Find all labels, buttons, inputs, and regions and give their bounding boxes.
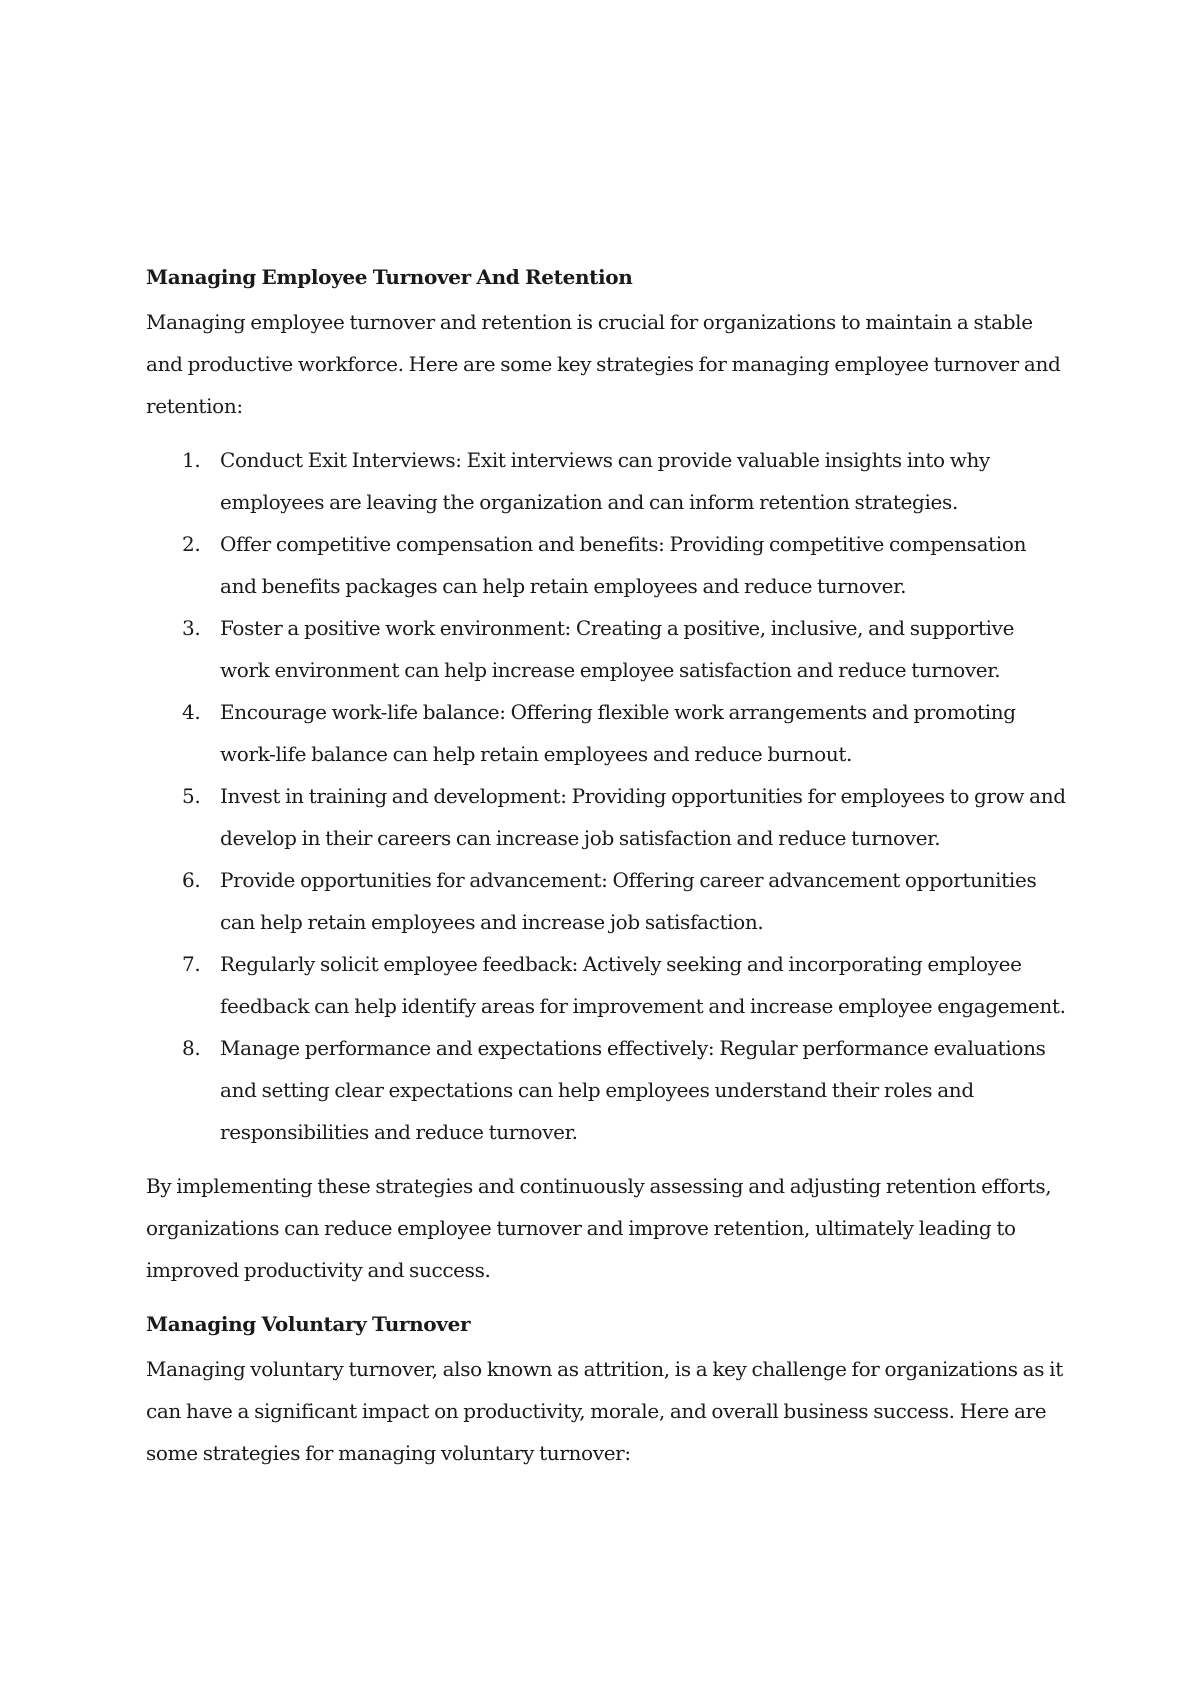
strategy-list	[146, 439, 1066, 1153]
list-number: 7.	[182, 952, 201, 976]
list-item-text: Offer competitive compensation and benefits: Providing competitive compensation and benefits packages can help retain employees and reduce turnover.	[220, 532, 1027, 598]
list-item	[146, 859, 1066, 943]
list-item	[146, 1027, 1066, 1153]
conclusion-paragraph: By implementing these strategies and continuously assessing and adjusting retention efforts, organizations can reduce employee turnover and improve retention, ultimately leading to improved productivity and success.	[146, 1174, 1052, 1282]
section-heading: Managing Voluntary Turnover	[146, 1312, 471, 1336]
list-item-text: Invest in training and development: Providing opportunities for employees to grow and develop in their careers can increase job satisfaction and reduce turnover.	[220, 784, 1066, 850]
list-number: 6.	[182, 868, 201, 892]
list-item-text: Regularly solicit employee feedback: Actively seeking and incorporating employee feedback can help identify areas for improvement and increase employee engagement.	[220, 952, 1066, 1018]
intro-paragraph: Managing voluntary turnover, also known as attrition, is a key challenge for organizations as it can have a significant impact on productivity, morale, and overall business success. Here are some strategies for managing voluntary turnover:	[146, 1357, 1063, 1465]
list-item-text: Foster a positive work environment: Creating a positive, inclusive, and supportive work environment can help increase employee satisfaction and reduce turnover.	[220, 616, 1015, 682]
list-item	[146, 775, 1066, 859]
section-heading: Managing Employee Turnover And Retention	[146, 265, 633, 289]
list-item-text: Manage performance and expectations effectively: Regular performance evaluations and setting clear expectations can help employees understand their roles and responsibilities and reduce turnover.	[220, 1036, 1046, 1144]
document-page	[146, 262, 1066, 1474]
list-number: 2.	[182, 532, 201, 556]
list-item-text: Encourage work-life balance: Offering flexible work arrangements and promoting work-life balance can help retain employees and reduce burnout.	[220, 700, 1016, 766]
list-number: 3.	[182, 616, 201, 640]
list-number: 1.	[182, 448, 201, 472]
list-item	[146, 691, 1066, 775]
list-item	[146, 439, 1066, 523]
list-item	[146, 523, 1066, 607]
list-number: 8.	[182, 1036, 201, 1060]
list-number: 5.	[182, 784, 201, 808]
list-item-text: Conduct Exit Interviews: Exit interviews can provide valuable insights into why employees are leaving the organization and can inform retention strategies.	[220, 448, 990, 514]
intro-paragraph: Managing employee turnover and retention is crucial for organizations to maintain a stable and productive workforce. Here are some key strategies for managing employee turnover and retention:	[146, 310, 1061, 418]
list-item	[146, 943, 1066, 1027]
list-number: 4.	[182, 700, 201, 724]
list-item	[146, 607, 1066, 691]
list-item-text: Provide opportunities for advancement: Offering career advancement opportunities can help retain employees and increase job satisfaction.	[220, 868, 1037, 934]
